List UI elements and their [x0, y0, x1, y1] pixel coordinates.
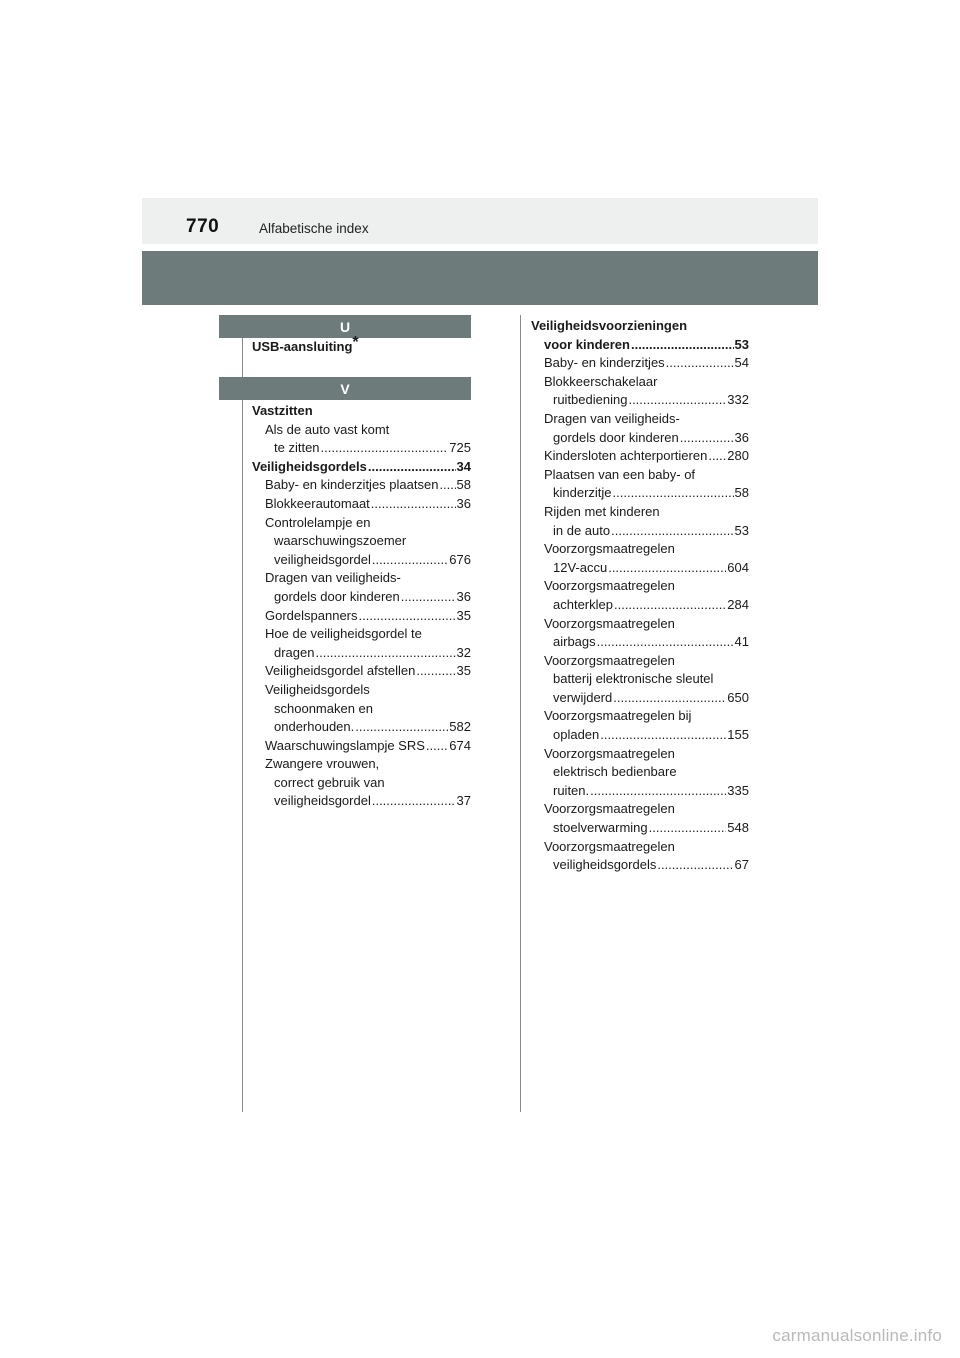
index-subentry: Voorzorgsmaatregelen [544, 652, 675, 668]
page-ref: 582 [449, 719, 471, 735]
index-subentry: Voorzorgsmaatregelen [544, 801, 675, 817]
right-column [531, 317, 749, 875]
index-entry-veiligheidsvoorzieningen: Veiligheidsvoorzieningen [531, 318, 688, 333]
page-ref: 35 [456, 663, 471, 679]
entry-label: 12V-accu [553, 559, 608, 575]
index-subentry-line[interactable] [531, 689, 749, 708]
leader-dots [372, 792, 456, 811]
entry-label: veiligheidsgordel [274, 793, 371, 809]
leader-dots [600, 726, 726, 745]
page-ref: 34 [456, 458, 471, 474]
page-ref: 53 [734, 336, 749, 352]
entry-label: USB-aansluiting [252, 339, 353, 354]
index-entry-line[interactable] [531, 336, 749, 355]
page-ref: 332 [727, 392, 749, 408]
index-subentry-line[interactable] [531, 633, 749, 652]
leader-dots [666, 354, 734, 373]
index-subentry-line[interactable] [531, 391, 749, 410]
index-subentry: Dragen van veiligheids- [265, 570, 401, 586]
index-subentry-line[interactable] [252, 439, 471, 458]
page-ref: 650 [727, 689, 749, 705]
asterisk-mark: * [352, 334, 359, 351]
header-bar [142, 198, 818, 244]
page-number: 770 [186, 216, 220, 237]
entry-label: ruitbediening [553, 392, 628, 408]
page-ref: 284 [727, 596, 749, 612]
index-subentry: Veiligheidsgordels [265, 681, 370, 697]
entry-label: veiligheidsgordels [553, 857, 657, 873]
index-subentry-line[interactable] [531, 782, 749, 801]
entry-label: Baby- en kinderzitjes plaatsen [265, 477, 439, 493]
page-ref: 37 [456, 793, 471, 809]
index-subentry-line[interactable] [531, 819, 749, 838]
leader-dots [368, 458, 456, 477]
entry-label: Veiligheidsgordel afstellen [265, 663, 416, 679]
index-subentry: Dragen van veiligheids- [544, 410, 680, 426]
entry-label: onderhouden. [274, 719, 355, 735]
entry-label: ruiten. [553, 782, 590, 798]
index-subentry: batterij elektronische sleutel [553, 671, 714, 687]
page-ref: 280 [727, 448, 749, 464]
leader-dots [613, 484, 734, 503]
index-subentry: Voorzorgsmaatregelen [544, 745, 675, 761]
index-subentry-line[interactable] [531, 522, 749, 541]
index-subentry-line[interactable] [531, 726, 749, 745]
entry-label: Veiligheidsgordels [252, 458, 367, 474]
index-subentry-line[interactable] [531, 559, 749, 578]
page-ref: 725 [449, 440, 471, 456]
leader-dots [426, 737, 448, 756]
header-band [142, 251, 818, 305]
leader-dots [315, 644, 455, 663]
index-subentry: Blokkeerschakelaar [544, 373, 658, 389]
page-ref: 674 [449, 737, 471, 753]
leader-dots [657, 856, 733, 875]
page-ref: 32 [456, 644, 471, 660]
index-subentry: Als de auto vast komt [265, 421, 390, 437]
entry-label: kinderzitje [553, 485, 612, 501]
page-ref: 604 [727, 559, 749, 575]
entry-label: in de auto [553, 522, 611, 538]
index-subentry-line[interactable] [252, 476, 471, 495]
page-ref: 54 [734, 355, 749, 371]
index-subentry: Plaatsen van een baby- of [544, 466, 696, 482]
page-ref: 41 [734, 634, 749, 650]
entry-label: voor kinderen [544, 336, 630, 352]
index-subentry-line[interactable] [252, 495, 471, 514]
entry-label: Blokkeerautomaat [265, 495, 370, 511]
entry-label: gordels door kinderen [274, 588, 400, 604]
leader-dots [649, 819, 727, 838]
index-subentry-line[interactable] [252, 662, 471, 681]
leader-dots [614, 596, 726, 615]
entry-label: te zitten [274, 440, 320, 456]
entry-label: achterklep [553, 596, 613, 612]
index-subentry-line[interactable] [531, 447, 749, 466]
index-entry-vastzitten: Vastzitten [252, 403, 313, 418]
leader-dots [613, 689, 726, 708]
index-subentry-line[interactable] [531, 596, 749, 615]
index-subentry-line[interactable] [252, 607, 471, 626]
leader-dots [611, 522, 733, 541]
index-subentry: Voorzorgsmaatregelen [544, 838, 675, 854]
index-subentry-line[interactable] [252, 644, 471, 663]
index-subentry-line[interactable] [531, 856, 749, 875]
index-subentry: Hoe de veiligheidsgordel te [265, 626, 422, 642]
page-ref: 58 [734, 485, 749, 501]
leader-dots [416, 662, 455, 681]
right-column-rule [520, 315, 521, 1112]
leader-dots [359, 607, 456, 626]
index-subentry-line[interactable] [252, 551, 471, 570]
index-subentry: elektrisch bedienbare [553, 764, 677, 780]
index-subentry-line[interactable] [252, 718, 471, 737]
index-subentry-line[interactable] [531, 484, 749, 503]
index-subentry: Zwangere vrouwen, [265, 756, 380, 772]
leader-dots [590, 782, 726, 801]
leader-dots [372, 551, 448, 570]
leader-dots [628, 391, 726, 410]
leader-dots [708, 447, 726, 466]
entry-label: verwijderd [553, 689, 613, 705]
entry-label: dragen [274, 644, 315, 660]
index-subentry: Voorzorgsmaatregelen bij [544, 708, 692, 724]
index-subentry-line[interactable] [252, 737, 471, 756]
section-letter-v: V [219, 377, 471, 400]
page-ref: 58 [456, 477, 471, 493]
section-letter-u: U [219, 315, 471, 338]
index-subentry-line[interactable] [252, 588, 471, 607]
leader-dots [680, 429, 734, 448]
page-ref: 35 [456, 607, 471, 623]
page-ref: 676 [449, 551, 471, 567]
entry-label: Baby- en kinderzitjes [544, 355, 665, 371]
leader-dots [631, 336, 734, 355]
page-ref: 335 [727, 782, 749, 798]
index-subentry: Controlelampje en [265, 514, 371, 530]
entry-label: veiligheidsgordel [274, 551, 371, 567]
index-subentry-line[interactable] [531, 354, 749, 373]
entry-label: stoelverwarming [553, 820, 648, 836]
index-subentry: waarschuwingszoemer [274, 533, 407, 549]
leader-dots [439, 476, 455, 495]
entry-label: Waarschuwingslampje SRS [265, 737, 425, 753]
page-title: Alfabetische index [259, 221, 369, 236]
page-ref: 53 [734, 522, 749, 538]
leader-dots [321, 439, 449, 458]
left-column-v [252, 402, 471, 811]
index-subentry: Voorzorgsmaatregelen [544, 615, 675, 631]
index-subentry: schoonmaken en [274, 700, 374, 716]
entry-label: Kindersloten achterportieren [544, 448, 708, 464]
entry-label: airbags [553, 634, 596, 650]
index-subentry: Voorzorgsmaatregelen [544, 541, 675, 557]
entry-label: opladen [553, 727, 600, 743]
entry-label: gordels door kinderen [553, 429, 679, 445]
leader-dots [355, 718, 448, 737]
page-ref: 36 [456, 588, 471, 604]
leader-dots [371, 495, 456, 514]
index-subentry-line[interactable] [252, 792, 471, 811]
leader-dots [597, 633, 734, 652]
index-entry-usb[interactable] [252, 334, 471, 357]
index-entry-veiligheidsgordels[interactable] [252, 458, 471, 477]
index-subentry: Voorzorgsmaatregelen [544, 578, 675, 594]
entry-label: Gordelspanners [265, 607, 358, 623]
page-ref: 36 [456, 495, 471, 511]
leader-dots [608, 559, 726, 578]
leader-dots [401, 588, 456, 607]
left-column-u [252, 334, 471, 357]
left-column-rule [242, 334, 243, 1112]
index-subentry: Rijden met kinderen [544, 503, 660, 519]
page-ref: 67 [734, 857, 749, 873]
index-subentry: correct gebruik van [274, 774, 385, 790]
watermark-text: carmanualsonline.info [772, 1326, 942, 1345]
page-ref: 36 [734, 429, 749, 445]
page-ref: 548 [727, 820, 749, 836]
page-ref: 155 [727, 727, 749, 743]
index-subentry-line[interactable] [531, 429, 749, 448]
